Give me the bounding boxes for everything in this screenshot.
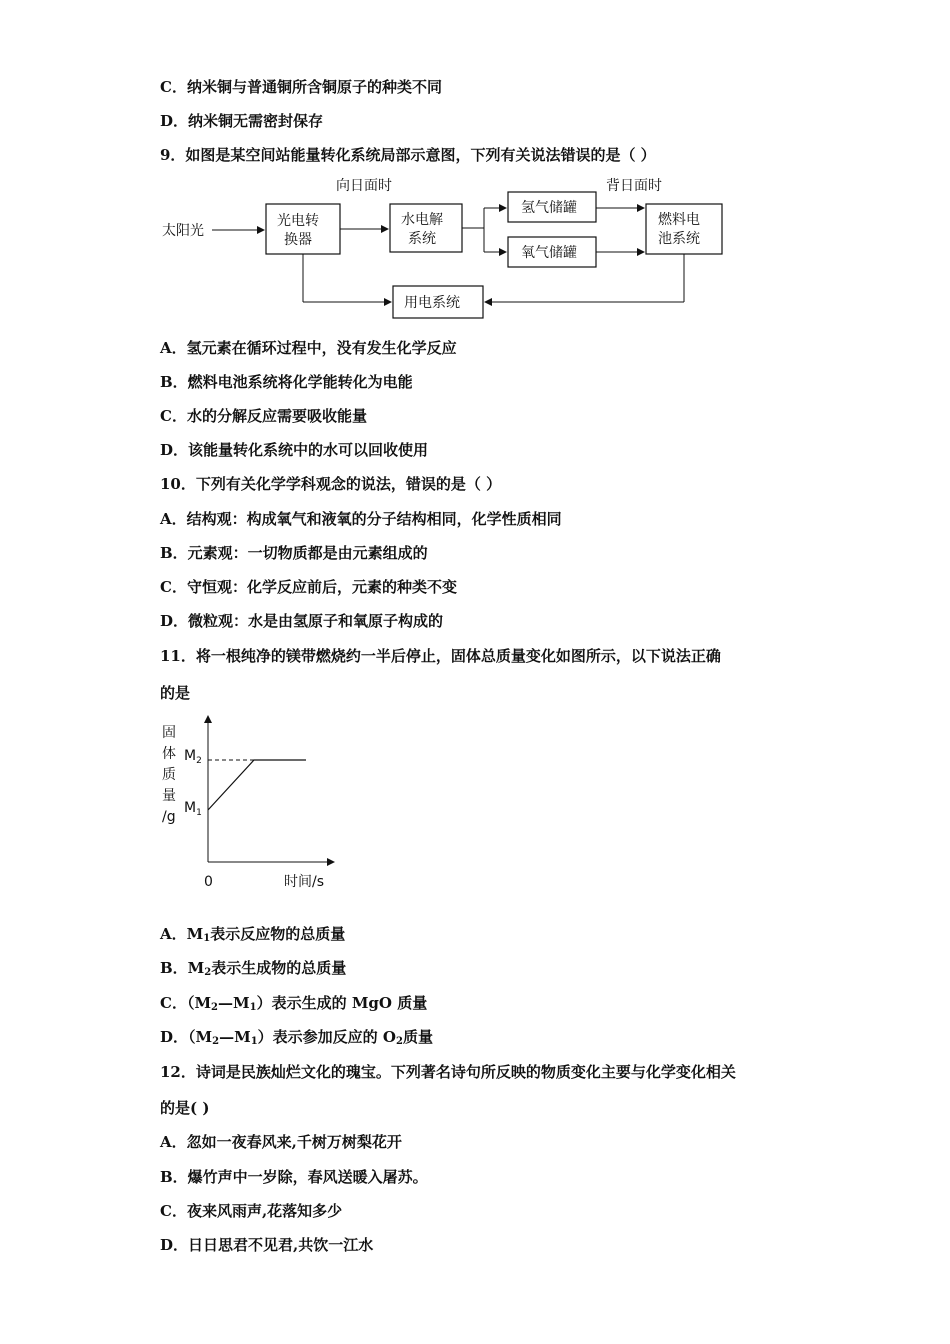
y-axis-label-char: /g bbox=[162, 809, 176, 825]
oxygen-tank-label: 氧气储罐 bbox=[521, 245, 577, 261]
q11-option-b: B．$M_2$表示生成物的总质量 bbox=[160, 959, 347, 978]
electrolysis-label-1: 水电解 bbox=[401, 212, 443, 228]
m1-level-label: $M_1$ bbox=[184, 800, 202, 818]
q12-option-b: B．爆竹声中一岁除，春风送暖入屠苏。 bbox=[160, 1168, 428, 1186]
q10-option-c: C．守恒观：化学反应前后，元素的种类不变 bbox=[160, 578, 457, 596]
q11-mass-time-chart bbox=[150, 710, 350, 895]
q12-option-c: C．夜来风雨声,花落知多少 bbox=[160, 1202, 343, 1220]
q9-option-a: A．氢元素在循环过程中，没有发生化学反应 bbox=[160, 339, 457, 357]
sunlight-label: 太阳光 bbox=[162, 223, 204, 239]
q10-option-a: A．结构观：构成氧气和液氧的分子结构相同，化学性质相同 bbox=[160, 510, 562, 528]
q9-energy-diagram bbox=[150, 172, 750, 322]
q11-stem-line2: 的是 bbox=[160, 684, 191, 702]
y-axis-label-char: 量 bbox=[162, 788, 176, 804]
q11-option-c: C．$(M_2—M_1)$表示生成的 MgO 质量 bbox=[160, 994, 428, 1013]
q8-option-d: D．纳米铜无需密封保存 bbox=[160, 112, 324, 130]
m2-level-label: $M_2$ bbox=[184, 748, 202, 766]
q11-option-a: A．$M_1$表示反应物的总质量 bbox=[160, 925, 346, 944]
q8-option-c: C．纳米铜与普通铜所含铜原子的种类不同 bbox=[160, 78, 442, 96]
q9-option-c: C．水的分解反应需要吸收能量 bbox=[160, 407, 367, 425]
x-axis-label: 时间/s bbox=[284, 874, 325, 890]
hydrogen-tank-label: 氢气储罐 bbox=[521, 200, 577, 216]
pv-converter-label-2: 换器 bbox=[284, 232, 312, 248]
sunny-side-label: 向日面时 bbox=[336, 178, 392, 194]
y-axis-label-char: 体 bbox=[162, 746, 176, 762]
electrolysis-label-2: 系统 bbox=[408, 231, 436, 247]
q9-option-d: D．该能量转化系统中的水可以回收使用 bbox=[160, 441, 429, 459]
origin-label: 0 bbox=[204, 874, 213, 890]
fuel-cell-label-2: 池系统 bbox=[658, 231, 700, 247]
y-axis-label-char: 固 bbox=[162, 725, 176, 741]
q10-stem: 10．下列有关化学学科观念的说法，错误的是（ ） bbox=[160, 475, 502, 493]
q11-stem-line1: 11．将一根纯净的镁带燃烧约一半后停止，固体总质量变化如图所示，以下说法正确 bbox=[160, 647, 721, 665]
q12-option-d: D．日日思君不见君,共饮一江水 bbox=[160, 1236, 374, 1254]
y-axis-label-char: 质 bbox=[162, 767, 176, 783]
q12-stem-line2: 的是( ) bbox=[160, 1099, 210, 1117]
q9-option-b: B．燃料电池系统将化学能转化为电能 bbox=[160, 373, 413, 391]
power-system-label: 用电系统 bbox=[404, 295, 460, 311]
pv-converter-label-1: 光电转 bbox=[277, 213, 319, 229]
q11-option-d: D．$(M_2—M_1)$表示参加反应的 $O_2$质量 bbox=[160, 1028, 433, 1047]
mass-series-line bbox=[208, 760, 306, 810]
fuel-cell-label-1: 燃料电 bbox=[658, 212, 700, 228]
q12-stem-line1: 12．诗词是民族灿烂文化的瑰宝。下列著名诗句所反映的物质变化主要与化学变化相关 bbox=[160, 1063, 736, 1081]
q10-option-d: D．微粒观：水是由氢原子和氧原子构成的 bbox=[160, 612, 444, 630]
q9-stem: 9．如图是某空间站能量转化系统局部示意图，下列有关说法错误的是（ ） bbox=[160, 146, 656, 164]
shady-side-label: 背日面时 bbox=[606, 178, 662, 194]
q12-option-a: A．忽如一夜春风来,千树万树梨花开 bbox=[160, 1133, 402, 1151]
q10-option-b: B．元素观：一切物质都是由元素组成的 bbox=[160, 544, 428, 562]
